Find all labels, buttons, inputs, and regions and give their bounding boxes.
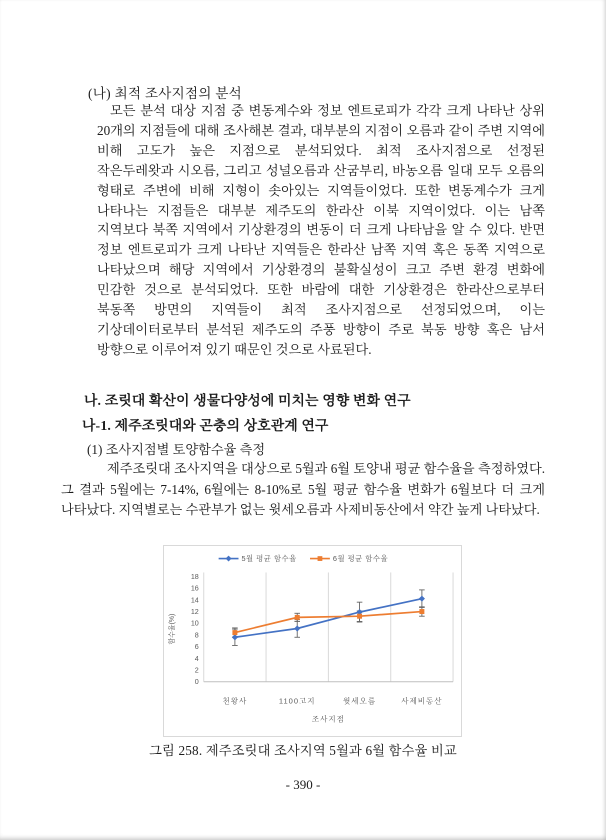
y-axis-title: 함수율(%) [168,613,176,645]
moisture-paragraph: 제주조릿대 조사지역을 대상으로 5월과 6월 토양내 평균 함수율을 측정하였다. 그 결과 5월에는 7-14%, 6월에는 8-10%로 5월 평균 함수율 변화가 6월보다 더 크게 나타났다. 지역별로는 수관부가 없는 윗세오름과 사제비동산에서 약간 높게 나타났다. [61,461,545,518]
y-tick-label: 8 [194,631,199,640]
x-category-label: 윗세오름 [343,696,377,706]
y-tick-label: 12 [190,608,199,617]
data-point-marker [294,625,300,631]
chapter-heading-na1: 나-1. 제주조릿대와 곤충의 상호관계 연구 [82,418,329,433]
soil-moisture-chart-frame [163,545,462,737]
y-tick-label: 18 [190,572,199,581]
data-point-marker [232,630,237,635]
data-point-marker [295,615,300,620]
page-number: - 390 - [285,777,321,792]
section-heading: (나) 최적 조사지점의 분석 [88,86,243,101]
legend-label: 5월 평균 함수율 [241,554,297,564]
soil-moisture-chart [164,546,461,736]
data-point-marker [318,556,323,561]
analysis-paragraph: 모든 분석 대상 지점 중 변동계수와 정보 엔트로피가 각각 크게 나타난 상위 20개의 지점들에 대해 조사해본 결과, 대부분의 지점이 오름과 같이 주변 지역에 비해 고도가 높은 지점으로 분석되었다. 최적 조사지점으로 선정된 작은두레왓과 시오름, 그리고 성널오름과 산굼부리, 바농오름 일대 모두 오름의 형태로 주변에 비해 지형이 솟아있는 지역들이었다. 또한 변동계수가 크게 나타나는 지점들은 대부분 제주도의 한라산 이북 지역이었다. 이는 남쪽 지역보다 북쪽 지역에서 기상환경의 변동이 더 크게 나타남을 알 수 있다. 반면 정보 엔트로피가 크게 나타난 지역들은 한라산 남쪽 지역 혹은 동쪽 지역으로 나타났으며 해당 지역에서 기상환경의 불확실성이 크고 주변 환경 변화에 민감한 것으로 분석되었다. 또한 바람에 대한 기상환경은 한라산으로부터 북동쪽 방면의 지역들이 최적 조사지점으로 선정되었으며, 이는 기상데이터로부터 분석된 제주도의 주풍 방향이 주로 북동 방향 혹은 남서 방향으로 이루어져 있기 때문인 것으로 사료된다. [97,103,545,357]
y-tick-label: 14 [190,596,199,605]
y-tick-label: 2 [194,666,199,675]
data-point-marker [419,609,424,614]
y-tick-label: 16 [190,584,199,593]
x-category-label: 사제비동산 [401,696,443,706]
data-point-marker [419,596,425,602]
subsection-heading-1: (1) 조사지점별 토양함수율 측정 [87,442,266,457]
y-tick-label: 10 [190,619,199,628]
figure-caption: 그림 258. 제주조릿대 조사지역 5월과 6월 함수율 비교 [149,743,457,758]
chapter-heading-na: 나. 조릿대 확산이 생물다양성에 미치는 영향 변화 연구 [84,393,411,408]
x-category-label: 1100고지 [278,696,316,706]
y-tick-label: 6 [194,643,199,652]
data-point-marker [232,634,238,640]
data-point-marker [357,614,362,619]
legend-label: 6월 평균 함수율 [332,554,389,564]
y-tick-label: 0 [194,678,199,687]
y-tick-label: 4 [194,654,199,663]
x-axis-title: 조사지점 [311,714,345,724]
x-category-label: 천왕사 [222,696,248,706]
data-point-marker [226,556,232,562]
